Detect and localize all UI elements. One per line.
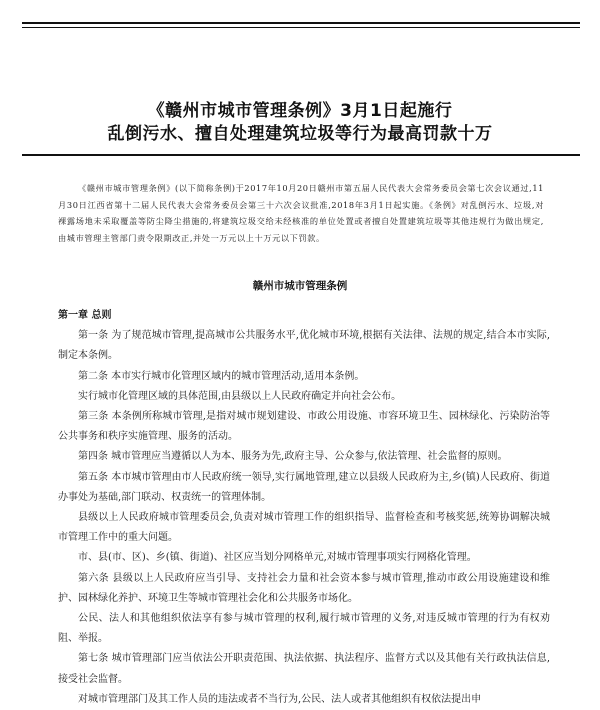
paragraph: 第二条 本市实行城市化管理区域内的城市管理活动,适用本条例。: [78, 370, 365, 382]
paragraph: 市、县(市、区)、乡(镇、街道)、社区应当划分网格单元,对城市管理事项实行网格化管理。: [78, 552, 477, 564]
paragraph: 县级以上人民政府城市管理委员会,负责对城市管理工作的组织指导、监督检查和考核奖惩,统筹协调解决城市管理工作中的重大问题。: [58, 512, 550, 544]
paragraph: 第四条 城市管理应当遵循以人为本、服务为先,政府主导、公众参与,依法管理、社会监督的原则。: [78, 451, 508, 463]
top-rule: [22, 22, 580, 24]
headline-line-1: 《赣州市城市管理条例》3月1日起施行: [147, 101, 453, 121]
paragraph: 实行城市化管理区域的具体范围,由县级以上人民政府确定并向社会公布。: [78, 390, 402, 402]
paragraph: 第三条 本条例所称城市管理,是指对城市规划建设、市政公用设施、市容环境卫生、园林绿化、污染防治等公共事务和秩序实施管理、服务的活动。: [58, 411, 550, 443]
headline-line-2: 乱倒污水、擅自处理建筑垃圾等行为最高罚款十万: [107, 124, 493, 144]
paragraph: 对城市管理部门及其工作人员的违法或者不当行为,公民、法人或者其他组织有权依法提出申: [78, 693, 482, 705]
chapter-heading: 第一章 总则: [58, 310, 112, 321]
top-rule-thin: [22, 27, 580, 28]
law-title: 赣州市城市管理条例: [252, 280, 348, 292]
paragraph: 第一条 为了规范城市管理,提高城市公共服务水平,优化城市环境,根据有关法律、法规的规定,结合本市实际,制定本条例。: [58, 330, 550, 362]
law-body: [58, 306, 550, 710]
paragraph: 第六条 县级以上人民政府应当引导、支持社会力量和社会资本参与城市管理,推动市政公用设施建设和维护、园林绿化养护、环境卫生等城市管理社会化和公共服务市场化。: [58, 572, 550, 604]
paragraph: 第七条 城市管理部门应当依法公开职责范围、执法依据、执法程序、监督方式以及其他有关行政执法信息,接受社会监督。: [58, 653, 550, 685]
intro-paragraph: 《赣州市城市管理条例》(以下简称条例)于2017年10月20日赣州市第五届人民代表大会常务委员会第七次会议通过,11月30日江西省第十二届人民代表大会常务委员会第三十六次会议批准,2018年3月1日起实施。《条例》对乱倒污水、垃圾,对裸露场地未采取覆盖等防尘降尘措施的,将建筑垃圾交给未经核准的单位处置或者擅自处置建筑垃圾等其他违规行为做出规定,由城市管理主管部门责令限期改正,并处一万元以上十万元以下罚款。: [58, 183, 544, 243]
paragraph: 公民、法人和其他组织依法享有参与城市管理的权利,履行城市管理的义务,对违反城市管理的行为有权劝阻、举报。: [58, 613, 550, 645]
paragraph: 第五条 本市城市管理由市人民政府统一领导,实行属地管理,建立以县级人民政府为主,乡(镇)人民政府、街道办事处为基础,部门联动、权责统一的管理体制。: [58, 471, 550, 503]
headline-divider: [22, 154, 580, 156]
